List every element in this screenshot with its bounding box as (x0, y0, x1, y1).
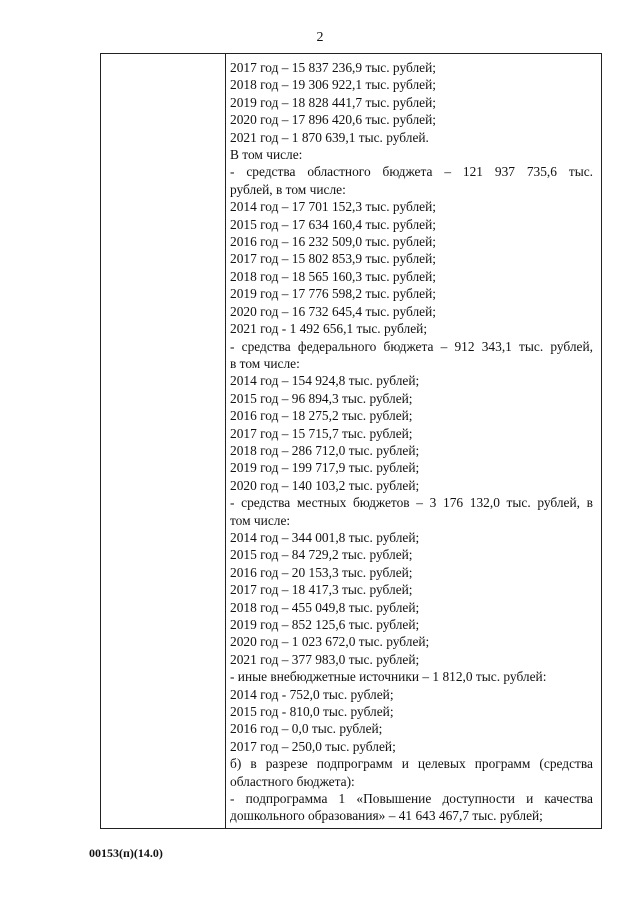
text-line: 2017 год – 18 417,3 тыс. рублей; (230, 582, 413, 598)
column-divider (225, 54, 226, 828)
text-line: 2014 год – 344 001,8 тыс. рублей; (230, 529, 420, 545)
text-line: 2021 год - 1 492 656,1 тыс. рублей; (230, 321, 428, 337)
text-line: 2016 год – 18 275,2 тыс. рублей; (230, 408, 413, 424)
table-content-cell (230, 59, 593, 825)
text-line: 2017 год – 15 837 236,9 тыс. рублей; (230, 60, 436, 75)
text-line: 2017 год – 250,0 тыс. рублей; (230, 738, 396, 754)
text-line: 2020 год – 17 896 420,6 тыс. рублей; (230, 112, 436, 128)
text-line: в том числе: (230, 355, 300, 371)
text-line: дошкольного образования» – 41 643 467,7 тыс. рублей; (230, 808, 543, 824)
text-line: 2016 год – 20 153,3 тыс. рублей; (230, 564, 413, 580)
text-line: 2018 год – 455 049,8 тыс. рублей; (230, 599, 420, 615)
text-line: 2020 год – 1 023 672,0 тыс. рублей; (230, 634, 430, 650)
text-line: 2015 год – 17 634 160,4 тыс. рублей; (230, 216, 436, 232)
text-line: 2019 год – 18 828 441,7 тыс. рублей; (230, 94, 436, 110)
text-line: 2017 год – 15 715,7 тыс. рублей; (230, 425, 413, 441)
text-line: 2015 год – 84 729,2 тыс. рублей; (230, 547, 413, 563)
text-line: 2014 год - 752,0 тыс. рублей; (230, 686, 394, 702)
text-line: 2020 год – 16 732 645,4 тыс. рублей; (230, 303, 436, 319)
text-line: 2020 год – 140 103,2 тыс. рублей; (230, 477, 420, 493)
text-line: - средства федерального бюджета – 912 343,1 тыс. рублей, (230, 338, 593, 354)
text-line: 2019 год – 17 776 598,2 тыс. рублей; (230, 286, 436, 302)
text-line: 2017 год – 15 802 853,9 тыс. рублей; (230, 251, 436, 267)
text-line: 2016 год – 0,0 тыс. рублей; (230, 721, 383, 737)
text-line: том числе: (230, 512, 291, 528)
text-line: б) в разрезе подпрограмм и целевых программ (средства (230, 756, 593, 772)
text-line: рублей, в том числе: (230, 181, 346, 197)
text-line: 2014 год – 154 924,8 тыс. рублей; (230, 373, 420, 389)
text-line: - средства областного бюджета – 121 937 735,6 тыс. (230, 164, 593, 180)
text-line: 2018 год – 286 712,0 тыс. рублей; (230, 442, 420, 458)
text-line: 2018 год – 19 306 922,1 тыс. рублей; (230, 77, 436, 93)
text-line: 2019 год – 852 125,6 тыс. рублей; (230, 617, 420, 632)
text-line: 2019 год – 199 717,9 тыс. рублей; (230, 460, 420, 476)
text-line: - иные внебюджетные источники – 1 812,0 тыс. рублей: (230, 669, 547, 685)
text-line: областного бюджета): (230, 773, 355, 789)
text-line: В том числе: (230, 147, 303, 163)
text-line: 2014 год – 17 701 152,3 тыс. рублей; (230, 199, 436, 215)
text-line: 2018 год – 18 565 160,3 тыс. рублей; (230, 268, 436, 284)
document-code: 00153(п)(14.0) (89, 846, 163, 860)
page-number: 2 (316, 30, 324, 45)
text-line: - подпрограмма 1 «Повышение доступности и качества (230, 791, 593, 807)
text-line: 2015 год - 810,0 тыс. рублей; (230, 704, 394, 720)
text-line: 2021 год – 377 983,0 тыс. рублей; (230, 651, 420, 667)
text-line: - средства местных бюджетов – 3 176 132,0 тыс. рублей, в (230, 495, 593, 511)
document-table (100, 53, 602, 829)
text-line: 2021 год – 1 870 639,1 тыс. рублей. (230, 129, 429, 145)
text-line: 2015 год – 96 894,3 тыс. рублей; (230, 390, 413, 406)
text-line: 2016 год – 16 232 509,0 тыс. рублей; (230, 234, 436, 250)
